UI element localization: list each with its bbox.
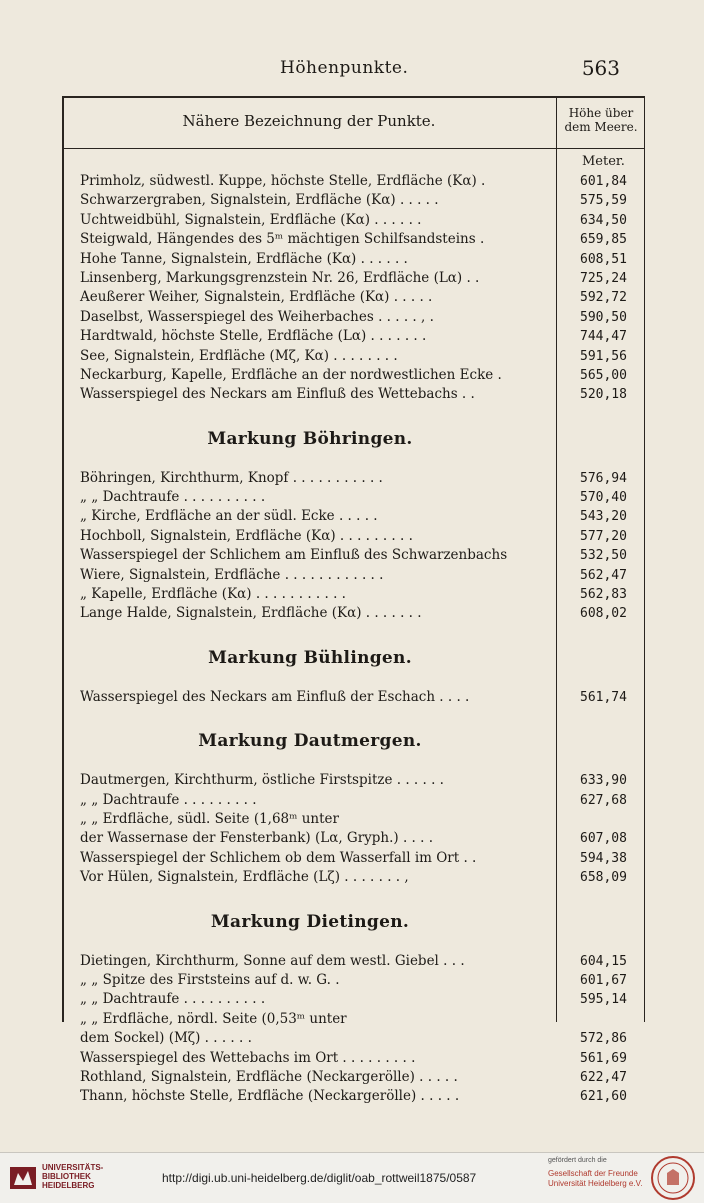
row-description: See, Signalstein, Erdfläche (Mζ, Kα) . . . . . . . . bbox=[80, 347, 398, 364]
row-description: Wasserspiegel des Wettebachs im Ort . . . . . . . . . bbox=[80, 1049, 416, 1066]
running-head bbox=[0, 58, 704, 82]
table-row bbox=[80, 566, 645, 585]
row-description: Wasserspiegel der Schlichem ob dem Wasserfall im Ort . . bbox=[80, 849, 477, 866]
table-row bbox=[80, 366, 645, 385]
table-row bbox=[80, 507, 645, 526]
row-elevation-value: 577,20 bbox=[580, 528, 627, 544]
section-title: Markung Dietingen. bbox=[210, 911, 410, 932]
elevation-table bbox=[62, 96, 645, 1105]
table-row bbox=[80, 546, 645, 565]
row-elevation-value: 622,47 bbox=[580, 1069, 627, 1085]
row-elevation-value: 561,69 bbox=[580, 1050, 627, 1066]
table-row bbox=[80, 527, 645, 546]
row-elevation-value: 532,50 bbox=[580, 548, 627, 564]
row-elevation-value: 562,83 bbox=[580, 587, 627, 603]
row-description: Hochboll, Signalstein, Erdfläche (Kα) . . . . . . . . . bbox=[80, 527, 413, 544]
row-description: Vor Hülen, Signalstein, Erdfläche (Lζ) . . . . . . . , bbox=[80, 869, 409, 886]
table-row bbox=[80, 327, 645, 346]
row-elevation-value: 744,47 bbox=[580, 329, 627, 345]
row-elevation-value: 520,18 bbox=[580, 387, 627, 403]
rows-group-d bbox=[80, 771, 645, 887]
column-header-elevation-line2: dem Meere. bbox=[564, 120, 638, 134]
row-description: Dautmergen, Kirchthurm, östliche Firstspitze . . . . . . bbox=[80, 772, 444, 789]
table-row bbox=[80, 308, 645, 327]
row-description: Rothland, Signalstein, Erdfläche (Neckargerölle) . . . . . bbox=[80, 1068, 458, 1085]
university-seal-icon bbox=[650, 1155, 696, 1201]
library-name-line3: HEIDELBERG bbox=[42, 1181, 95, 1190]
row-elevation-value: 591,56 bbox=[580, 348, 627, 364]
row-description: dem Sockel) (Mζ) . . . . . . bbox=[80, 1030, 252, 1047]
library-name bbox=[42, 1163, 103, 1190]
row-description: Dietingen, Kirchthurm, Sonne auf dem westl. Giebel . . . bbox=[80, 952, 465, 969]
row-elevation-value: 565,00 bbox=[580, 367, 627, 383]
table-row bbox=[80, 585, 645, 604]
row-elevation-value: 604,15 bbox=[580, 953, 627, 969]
table-row bbox=[80, 952, 645, 971]
column-header-elevation bbox=[558, 106, 644, 134]
section-title: Markung Bühlingen. bbox=[208, 647, 412, 668]
permalink-url[interactable]: http://digi.ub.uni-heidelberg.de/diglit/oab_rottweil1875/0587 bbox=[162, 1171, 477, 1185]
section-heading-dietingen bbox=[80, 888, 645, 952]
table-row bbox=[80, 288, 645, 307]
row-description: Steigwald, Hängendes des 5ᵐ mächtigen Schilfsandsteins . bbox=[80, 231, 485, 248]
row-elevation-value: 594,38 bbox=[580, 850, 627, 866]
row-elevation-value: 608,51 bbox=[580, 251, 627, 267]
table-row bbox=[80, 1087, 645, 1106]
table-row bbox=[80, 604, 645, 623]
row-description: „ „ Spitze des Firststeins auf d. w. G. . bbox=[80, 971, 340, 988]
column-header-description: Nähere Bezeichnung der Punkte. bbox=[182, 112, 436, 130]
rows-group-c bbox=[80, 688, 645, 707]
unit-label: Meter. bbox=[582, 154, 625, 169]
table-row bbox=[80, 1068, 645, 1087]
table-row bbox=[80, 250, 645, 269]
row-elevation-value: 595,14 bbox=[580, 992, 627, 1008]
row-elevation-value: 575,59 bbox=[580, 193, 627, 209]
row-description: Wasserspiegel der Schlichem am Einfluß des Schwarzenbachs bbox=[80, 547, 508, 564]
library-name-line1: UNIVERSITÄTS- bbox=[42, 1163, 104, 1172]
row-description: Wiere, Signalstein, Erdfläche . . . . . . . . . . . . bbox=[80, 566, 384, 583]
sponsor-line2: Universität Heidelberg e.V. bbox=[548, 1179, 643, 1188]
row-description: „ „ Dachtraufe . . . . . . . . . . bbox=[80, 489, 266, 506]
table-row bbox=[80, 172, 645, 191]
table-row bbox=[80, 347, 645, 366]
row-description: Neckarburg, Kapelle, Erdfläche an der nordwestlichen Ecke . bbox=[80, 366, 502, 383]
row-description: „ „ Dachtraufe . . . . . . . . . . bbox=[80, 991, 266, 1008]
table-body bbox=[80, 172, 645, 1107]
row-description: Hardtwald, höchste Stelle, Erdfläche (Lα) . . . . . . . bbox=[80, 328, 427, 345]
row-description: Daselbst, Wasserspiegel des Weiherbaches . . . . . , . bbox=[80, 308, 434, 325]
table-row bbox=[80, 849, 645, 868]
row-elevation-value: 543,20 bbox=[580, 509, 627, 525]
table-border-left bbox=[62, 98, 64, 1022]
row-elevation-value: 570,40 bbox=[580, 490, 627, 506]
row-elevation-value: 572,86 bbox=[580, 1031, 627, 1047]
row-elevation-value: 621,60 bbox=[580, 1089, 627, 1105]
section-heading-boehringen bbox=[80, 405, 645, 469]
row-elevation-value: 561,74 bbox=[580, 689, 627, 705]
row-description: Lange Halde, Signalstein, Erdfläche (Kα) . . . . . . . bbox=[80, 605, 422, 622]
table-row bbox=[80, 810, 645, 829]
row-elevation-value: 634,50 bbox=[580, 212, 627, 228]
section-heading-buehlingen bbox=[80, 624, 645, 688]
row-description: Aeußerer Weiher, Signalstein, Erdfläche (Kα) . . . . . bbox=[80, 289, 433, 306]
table-row bbox=[80, 230, 645, 249]
row-description: Thann, höchste Stelle, Erdfläche (Neckargerölle) . . . . . bbox=[80, 1088, 460, 1105]
row-description: Hohe Tanne, Signalstein, Erdfläche (Kα) . . . . . . bbox=[80, 250, 408, 267]
row-elevation-value: 607,08 bbox=[580, 831, 627, 847]
row-description: der Wassernase der Fensterbank) (Lα, Gryph.) . . . . bbox=[80, 830, 434, 847]
row-description: „ „ Dachtraufe . . . . . . . . . bbox=[80, 791, 257, 808]
row-description: „ Kapelle, Erdfläche (Kα) . . . . . . . . . . . bbox=[80, 586, 346, 603]
row-description: Wasserspiegel des Neckars am Einfluß der Eschach . . . . bbox=[80, 688, 470, 705]
table-row bbox=[80, 868, 645, 887]
row-description: Wasserspiegel des Neckars am Einfluß des Wettebachs . . bbox=[80, 386, 475, 403]
table-row bbox=[80, 385, 645, 404]
running-head-title: Höhenpunkte. bbox=[280, 58, 409, 78]
table-row bbox=[80, 191, 645, 210]
sponsor-name bbox=[548, 1169, 642, 1189]
rows-group-b bbox=[80, 469, 645, 624]
row-description: Primholz, südwestl. Kuppe, höchste Stelle, Erdfläche (Kα) . bbox=[80, 173, 486, 189]
row-elevation-value: 627,68 bbox=[580, 792, 627, 808]
library-name-line2: BIBLIOTHEK bbox=[42, 1172, 91, 1181]
section-heading-dautmergen bbox=[80, 707, 645, 771]
row-description: Schwarzergraben, Signalstein, Erdfläche (Kα) . . . . . bbox=[80, 192, 439, 209]
table-row bbox=[80, 1010, 645, 1029]
row-elevation-value: 562,47 bbox=[580, 567, 627, 583]
row-elevation-value: 608,02 bbox=[580, 606, 627, 622]
row-elevation-value: 659,85 bbox=[580, 232, 627, 248]
table-row bbox=[80, 688, 645, 707]
table-row bbox=[80, 488, 645, 507]
university-library-logo-icon bbox=[8, 1163, 38, 1193]
row-elevation-value: 592,72 bbox=[580, 290, 627, 306]
row-description: „ Kirche, Erdfläche an der südl. Ecke . . . . . bbox=[80, 508, 378, 525]
sponsor-note: gefördert durch die bbox=[548, 1157, 607, 1164]
row-elevation-value: 725,24 bbox=[580, 270, 627, 286]
table-row bbox=[80, 211, 645, 230]
table-row bbox=[80, 1029, 645, 1048]
row-description: Uchtweidbühl, Signalstein, Erdfläche (Kα) . . . . . . bbox=[80, 211, 422, 228]
table-row bbox=[80, 269, 645, 288]
table-header-rule bbox=[62, 148, 645, 149]
table-row bbox=[80, 771, 645, 790]
row-description: Linsenberg, Markungsgrenzstein Nr. 26, Erdfläche (Lα) . . bbox=[80, 269, 480, 286]
page-number: 563 bbox=[581, 56, 620, 80]
row-elevation-value: 633,90 bbox=[580, 773, 627, 789]
section-title: Markung Dautmergen. bbox=[198, 731, 422, 752]
row-elevation-value: 576,94 bbox=[580, 470, 627, 486]
row-description: Böhringen, Kirchthurm, Knopf . . . . . . . . . . . bbox=[80, 469, 383, 486]
sponsor-line1: Gesellschaft der Freunde bbox=[548, 1169, 638, 1178]
row-elevation-value: 601,84 bbox=[580, 174, 627, 189]
row-elevation-value: 590,50 bbox=[580, 309, 627, 325]
row-description: „ „ Erdfläche, nördl. Seite (0,53ᵐ unter bbox=[80, 1010, 347, 1027]
row-description: „ „ Erdfläche, südl. Seite (1,68ᵐ unter bbox=[80, 810, 339, 827]
table-row bbox=[80, 829, 645, 848]
table-row bbox=[80, 971, 645, 990]
rows-group-a bbox=[80, 172, 645, 405]
column-header-elevation-line1: Höhe über bbox=[568, 106, 634, 120]
row-elevation-value: 658,09 bbox=[580, 870, 627, 886]
table-row bbox=[80, 990, 645, 1009]
viewer-footer bbox=[0, 1152, 704, 1203]
table-row bbox=[80, 791, 645, 810]
table-row bbox=[80, 1049, 645, 1068]
section-title: Markung Böhringen. bbox=[207, 428, 413, 449]
rows-group-e bbox=[80, 952, 645, 1107]
table-row bbox=[80, 469, 645, 488]
row-elevation-value: 601,67 bbox=[580, 972, 627, 988]
